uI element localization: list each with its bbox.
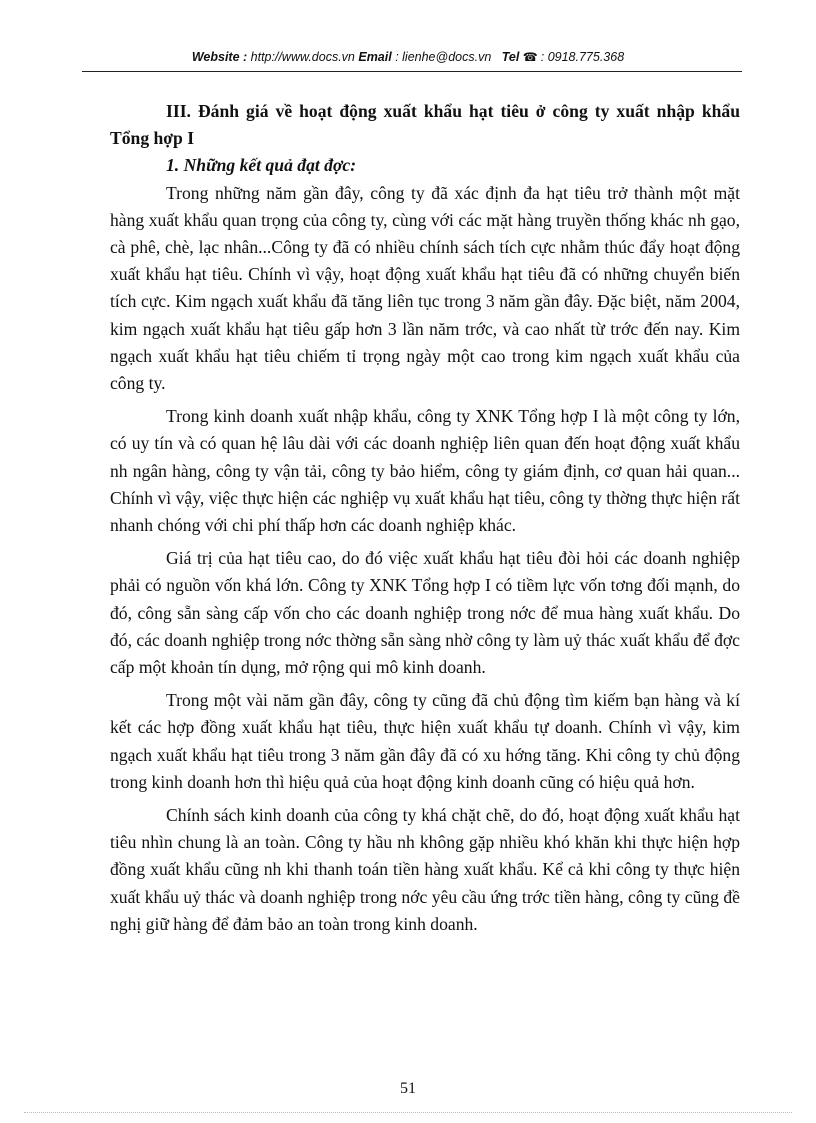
website-label: Website : xyxy=(191,50,248,64)
page-header xyxy=(0,50,816,64)
paragraph: Trong kinh doanh xuất nhập khẩu, công ty XNK Tổng hợp I là một công ty lớn, có uy tín và có quan hệ lâu dài với các doanh nghiệp liên quan đến hoạt động xuất khẩu nh ngân hàng, công ty vận tải, công ty bảo hiểm, công ty giám định, cơ quan hải quan... Chính vì vậy, việc thực hiện các nghiệp vụ xuất khẩu hạt tiêu, công ty thờng thực hiện rất nhanh chóng với chi phí thấp hơn các doanh nghiệp khác. xyxy=(110,406,740,536)
phone-icon: ☎ xyxy=(522,50,538,64)
tel-label: Tel xyxy=(501,50,520,64)
subsection-heading: 1. Những kết quả đạt đợc: xyxy=(166,155,357,176)
page-number: 51 xyxy=(400,1080,416,1097)
paragraph: Trong những năm gần đây, công ty đã xác định đa hạt tiêu trở thành một mặt hàng xuất khẩu quan trọng của công ty, cùng với các mặt hàng truyền thống khác nh gạo, cà phê, chè, lạc nhân...Công ty đã có nhiều chính sách tích cực nhằm thúc đẩy hoạt động xuất khẩu hạt tiêu. Chính vì vậy, hoạt động xuất khẩu hạt tiêu đã có những chuyển biến tích cực. Kim ngạch xuất khẩu đã tăng liên tục trong 3 năm gần đây. Đặc biệt, năm 2004, kim ngạch xuất khẩu hạt tiêu gấp hơn 3 lần năm trớc, và cao nhất từ trớc đến nay. Kim ngạch xuất khẩu hạt tiêu chiếm tỉ trọng ngày một cao trong kim ngạch xuất khẩu của công ty. xyxy=(110,182,740,394)
paragraph: Chính sách kinh doanh của công ty khá chặt chẽ, do đó, hoạt động xuất khẩu hạt tiêu nhìn chung là an toàn. Công ty hầu nh không gặp nhiều khó khăn khi thực hiện hợp đồng xuất khẩu cũng nh khi thanh toán tiền hàng xuất khẩu. Kể cả khi công ty thực hiện xuất khẩu uỷ thác và doanh nghiệp trong nớc yêu cầu ứng trớc tiền hàng, công ty cũng đề nghị giữ hàng để đảm bảo an toàn trong kinh doanh. xyxy=(110,805,740,934)
email-value: : lienhe@docs.vn xyxy=(395,50,492,64)
website-url: http://www.docs.vn xyxy=(250,50,355,64)
paragraph: Trong một vài năm gần đây, công ty cũng đã chủ động tìm kiếm bạn hàng và kí kết các hợp đồng xuất khẩu hạt tiêu, thực hiện xuất khẩu tự doanh. Chính vì vậy, kim ngạch xuất khẩu hạt tiêu trong 3 năm gần đây đã có xu hớng tăng. Khi công ty chủ động trong kinh doanh hơn thì hiệu quả của hoạt động kinh doanh cũng có hiệu quả hơn. xyxy=(110,690,740,792)
section-heading: III. Đánh giá về hoạt động xuất khẩu hạt tiêu ở công ty xuất nhập khẩu Tổng hợp I xyxy=(110,101,740,149)
tel-value: : 0918.775.368 xyxy=(540,50,625,64)
header-divider xyxy=(82,71,742,72)
paragraph: Giá trị của hạt tiêu cao, do đó việc xuất khẩu hạt tiêu đòi hỏi các doanh nghiệp phải có nguồn vốn khá lớn. Công ty XNK Tổng hợp I có tiềm lực vốn tơng đối mạnh, do đó, công sẵn sàng cấp vốn cho các doanh nghiệp trong nớc để mua hàng xuất khẩu. Do đó, các doanh nghiệp trong nớc thờng sẵn sàng nhờ công ty làm uỷ thác xuất khẩu để đợc cấp một khoản tín dụng, mở rộng qui mô kinh doanh. xyxy=(110,548,740,678)
email-label: Email xyxy=(358,50,392,64)
document-body xyxy=(110,98,740,944)
footer-divider xyxy=(24,1112,792,1113)
